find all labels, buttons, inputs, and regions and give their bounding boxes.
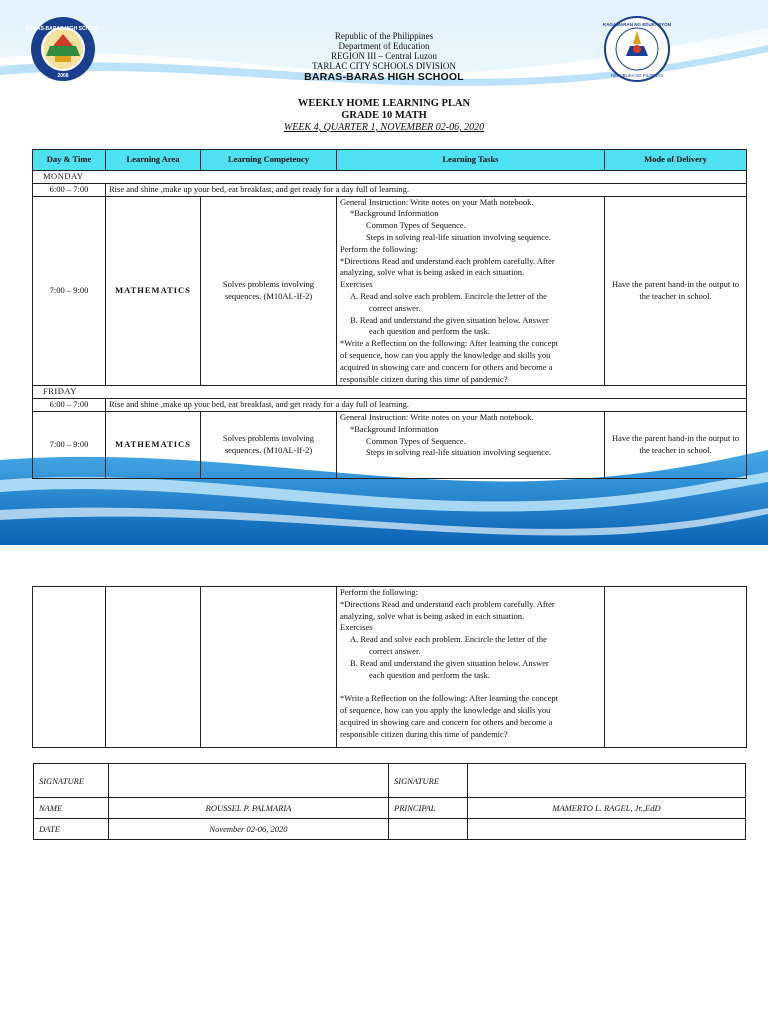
monday-day-row <box>33 171 747 184</box>
task-line: analyzing, solve what is being asked in each situation. <box>340 267 525 278</box>
task-line: *Directions Read and understand each problem carefully. After <box>340 255 555 266</box>
mode-of-delivery-cell: Have the parent hand-in the output to the teacher in school. <box>605 196 747 386</box>
school-logo-year-text: 2008 <box>57 73 69 79</box>
learning-tasks-cell <box>337 411 605 478</box>
day-label-monday: MONDAY <box>33 171 747 184</box>
friday-math-row <box>33 411 747 478</box>
time-cell: 7:00 – 9:00 <box>33 411 106 478</box>
task-line: B. Read and understand the given situation below. Answer <box>350 314 549 325</box>
task-line: each question and perform the task. <box>369 326 490 337</box>
signature-row <box>34 764 746 798</box>
task-line: B. Read and understand the given situation below. Answer <box>350 657 549 668</box>
signature-table <box>33 763 746 840</box>
task-line: *Background Information <box>350 423 439 434</box>
header-day-time: Day & Time <box>33 150 106 171</box>
task-line: *Directions Read and understand each problem carefully. After <box>340 598 555 609</box>
principal-signature-field <box>468 764 746 798</box>
week-label: WEEK 4, QUARTER 1, NOVEMBER 02-06, 2020 <box>283 122 485 133</box>
task-line: responsible citizen during this time of pandemic? <box>340 728 508 739</box>
task-line: Steps in solving real-life situation involving sequence. <box>366 231 551 242</box>
learning-plan-table <box>32 149 747 479</box>
task-line: Exercises <box>340 279 373 290</box>
task-line: analyzing, solve what is being asked in each situation. <box>340 610 525 621</box>
task-line: General Instruction: Write notes on your Math notebook. <box>340 196 534 207</box>
date-value: November 02-06, 2020 <box>109 819 389 840</box>
header-learning-area: Learning Area <box>106 150 201 171</box>
learning-area-cell: MATHEMATICS <box>106 411 201 478</box>
task-line: *Write a Reflection on the following: After learning the concept <box>340 693 558 704</box>
task-line: correct answer. <box>369 645 421 656</box>
task-line: General Instruction: Write notes on your Math notebook. <box>340 411 534 422</box>
task-spacer <box>340 681 601 693</box>
learning-area-cell: MATHEMATICS <box>106 196 201 386</box>
school-logo-top-text: BARAS-BARAS HIGH SCHOOL <box>26 26 100 32</box>
empty-cell <box>468 819 746 840</box>
header-line-3: REGION III – Central Luzon <box>331 51 437 61</box>
time-cell: 6:00 – 7:00 <box>33 183 106 196</box>
task-line: A. Read and solve each problem. Encircle the letter of the <box>350 290 547 301</box>
header-text <box>0 31 768 83</box>
mode-of-delivery-cell: Have the parent hand-in the output to the teacher in school. <box>605 411 747 478</box>
principal-signature-label: SIGNATURE <box>389 764 468 798</box>
header-line-1: Republic of the Philippines <box>334 31 434 41</box>
task-line: of sequence, how can you apply the knowledge and skills you <box>340 704 551 715</box>
learning-competency-cell-empty <box>201 587 337 748</box>
task-line: correct answer. <box>369 302 421 313</box>
monday-math-row <box>33 196 747 386</box>
header-line-4: TARLAC CITY SCHOOLS DIVISION <box>312 61 456 71</box>
time-cell: 7:00 – 9:00 <box>33 196 106 386</box>
deped-seal-top-text: KAGAWARAN NG EDUKASYON <box>602 22 672 27</box>
learning-plan-table-continued <box>32 586 747 748</box>
name-row <box>34 798 746 819</box>
continued-row <box>33 587 747 748</box>
time-cell-empty <box>33 587 106 748</box>
header-learning-competency: Learning Competency <box>201 150 337 171</box>
task-line: Steps in solving real-life situation involving sequence. <box>366 447 551 458</box>
teacher-signature-field <box>109 764 389 798</box>
task-line: Common Types of Sequence. <box>366 435 466 446</box>
task-line: Perform the following: <box>340 243 418 254</box>
principal-name: MAMERTO L. RAGEL, Jr.,EdD <box>468 798 746 819</box>
task-line: A. Read and solve each problem. Encircle the letter of the <box>350 634 547 645</box>
time-cell: 6:00 – 7:00 <box>33 399 106 412</box>
monday-early-row <box>33 183 747 196</box>
morning-routine-text: Rise and shine ,make up your bed, eat breakfast, and get ready for a day full of learning. <box>106 399 747 412</box>
principal-label: PRINCIPAL <box>389 798 468 819</box>
table-header-row <box>33 150 747 171</box>
learning-area-cell-empty <box>106 587 201 748</box>
header-mode-of-delivery: Mode of Delivery <box>605 150 747 171</box>
task-line: acquired in showing care and concern for others and become a <box>340 361 553 372</box>
task-line: *Background Information <box>350 208 439 219</box>
task-line: each question and perform the task. <box>369 669 490 680</box>
plan-title-block <box>0 98 768 134</box>
plan-subtitle: GRADE 10 MATH <box>341 110 427 121</box>
task-line: responsible citizen during this time of pandemic? <box>340 373 508 384</box>
task-line: of sequence, how can you apply the knowledge and skills you <box>340 349 551 360</box>
friday-early-row <box>33 399 747 412</box>
date-label: DATE <box>34 819 109 840</box>
task-line: *Write a Reflection on the following: After learning the concept <box>340 338 558 349</box>
name-label: NAME <box>34 798 109 819</box>
day-label-friday: FRIDAY <box>33 386 747 399</box>
deped-seal-bottom-text: REPUBLIKA NG PILIPINAS <box>611 73 663 78</box>
learning-tasks-cell <box>337 587 605 748</box>
mode-of-delivery-cell-empty <box>605 587 747 748</box>
header-learning-tasks: Learning Tasks <box>337 150 605 171</box>
signature-label: SIGNATURE <box>34 764 109 798</box>
page-2 <box>0 545 768 1024</box>
task-line: acquired in showing care and concern for others and become a <box>340 716 553 727</box>
empty-cell <box>389 819 468 840</box>
learning-competency-cell: Solves problems involving sequences. (M10AL-If-2) <box>201 411 337 478</box>
task-line: Exercises <box>340 622 373 633</box>
header-line-2: Department of Education <box>338 41 430 51</box>
plan-title: WEEKLY HOME LEARNING PLAN <box>297 98 471 109</box>
friday-day-row <box>33 386 747 399</box>
date-row <box>34 819 746 840</box>
learning-competency-cell: Solves problems involving sequences. (M10AL-If-2) <box>201 196 337 386</box>
task-line: Common Types of Sequence. <box>366 220 466 231</box>
morning-routine-text: Rise and shine ,make up your bed, eat breakfast, and get ready for a day full of learning. <box>106 183 747 196</box>
school-name: BARAS-BARAS HIGH SCHOOL <box>304 71 464 83</box>
learning-tasks-cell <box>337 196 605 386</box>
teacher-name: ROUSSEL P. PALMARIA <box>109 798 389 819</box>
task-line: Perform the following: <box>340 587 418 597</box>
